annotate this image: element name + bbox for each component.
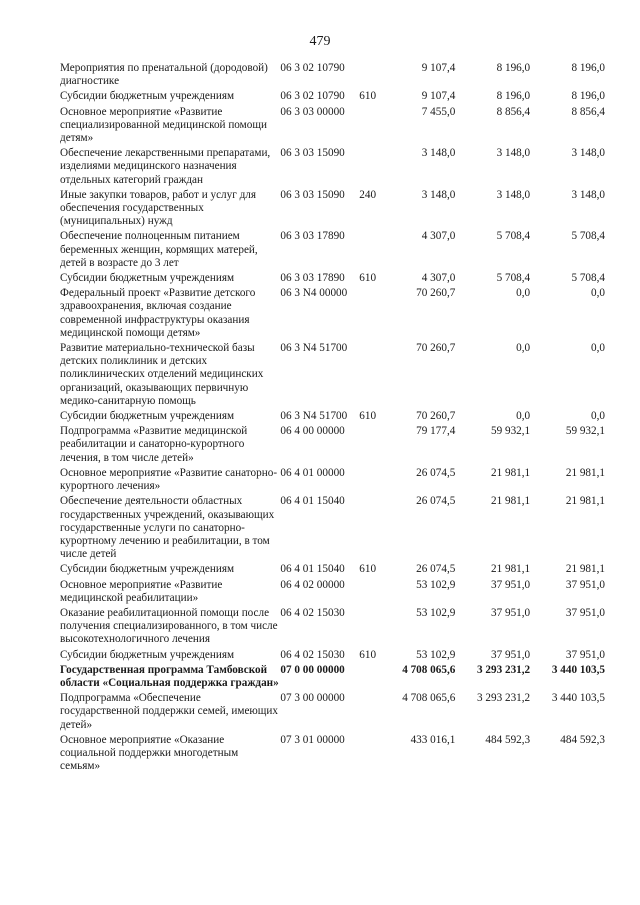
row-expense-type [359,62,383,90]
row-expense-type [359,106,383,148]
row-value-2: 3 148,0 [496,147,531,160]
row-name: Субсидии бюджетным учреждениям [60,90,235,103]
row-expense-type [359,467,383,495]
row-expense-type: 610 [359,563,377,576]
row-name: Мероприятия по пренатальной (дородовой) диагностике [60,62,268,88]
row-expense-type: 240 [359,188,377,201]
row-name: Развитие материально-технической базы детских поликлиник и детских поликлинических отделений медицинских организаций, оказывающих первичную медико-санитарную помощь [60,342,264,407]
row-value-2: 3 293 231,2 [477,663,531,676]
row-value-3: 37 951,0 [565,648,605,661]
row-target-code: 06 3 N4 00000 [280,287,348,300]
row-target-code: 06 4 01 00000 [280,466,345,479]
row-value-1: 79 177,4 [416,425,456,438]
row-name: Подпрограмма «Развитие медицинской реабилитации и санаторно-курортного лечения, в том числе детей» [60,425,248,464]
row-value-2: 0,0 [516,410,531,423]
row-expense-type [359,607,383,649]
row-name: Обеспечение полноценным питанием беременных женщин, кормящих матерей, детей в возрасте до 3 лет [60,230,258,269]
row-expense-type [359,692,383,734]
row-value-3: 3 440 103,5 [551,692,605,705]
row-target-code: 06 4 01 15040 [280,563,345,576]
row-value-2: 8 856,4 [496,105,531,118]
row-value-1: 70 260,7 [416,410,456,423]
row-target-code: 06 3 03 17890 [280,230,345,243]
row-name: Субсидии бюджетным учреждениям [60,410,235,423]
table-row [60,664,605,692]
row-value-3: 8 196,0 [571,90,605,103]
row-value-1: 53 102,9 [416,578,456,591]
row-value-3: 5 708,4 [571,272,605,285]
table-row [60,425,605,467]
row-value-1: 53 102,9 [416,606,456,619]
page-number: 479 [309,34,331,49]
row-name: Подпрограмма «Обеспечение государственной поддержки семей, имеющих детей» [60,692,278,731]
row-value-1: 4 307,0 [421,230,456,243]
row-expense-type: 610 [359,648,377,661]
row-name: Оказание реабилитационной помощи после получения специализированного, в том числе высокотехнологичного лечения [60,606,278,646]
row-name: Федеральный проект «Развитие детского здравоохранения, включая создание современной инфраструктуры оказания медицинской помощи детям» [60,287,256,339]
row-target-code: 06 4 02 15030 [280,606,345,619]
row-target-code: 06 4 02 00000 [280,578,345,591]
row-value-3: 21 981,1 [565,563,605,576]
row-target-code: 06 3 N4 51700 [280,342,348,355]
row-value-3: 0,0 [591,287,605,300]
row-value-2: 21 981,1 [490,495,531,508]
row-target-code: 06 3 N4 51700 [280,410,348,423]
row-value-1: 26 074,5 [416,495,456,508]
row-name: Субсидии бюджетным учреждениям [60,272,235,285]
row-target-code: 07 3 01 00000 [280,733,345,746]
row-value-2: 21 981,1 [490,563,531,576]
budget-table-body [60,62,605,775]
row-value-1: 3 148,0 [421,147,456,160]
table-row [60,272,605,287]
row-value-2: 3 148,0 [496,188,531,201]
row-value-2: 37 951,0 [490,606,531,619]
row-value-1: 70 260,7 [416,342,456,355]
row-value-1: 7 455,0 [421,105,456,118]
row-target-code: 07 3 00 00000 [280,692,345,705]
row-value-1: 433 016,1 [410,733,456,746]
row-name: Основное мероприятие «Развитие специализированной медицинской помощи детям» [60,105,267,145]
row-value-2: 5 708,4 [496,272,531,285]
table-row [60,649,605,664]
table-row [60,563,605,578]
row-value-3: 3 440 103,5 [551,663,605,676]
table-row [60,90,605,105]
row-name: Основное мероприятие «Развитие медицинской реабилитации» [60,578,223,604]
row-name: Основное мероприятие «Оказание социальной поддержки многодетным семьям» [60,733,239,773]
row-name: Государственная программа Тамбовской области «Социальная поддержка граждан» [60,663,279,689]
row-value-1: 4 708 065,6 [402,663,456,676]
row-value-1: 4 708 065,6 [402,692,456,705]
row-expense-type [359,664,383,692]
row-value-1: 26 074,5 [416,466,456,479]
row-name: Обеспечение деятельности областных государственных учреждений, оказывающих государственные услуги по санаторно-курортному лечению и реабилитации, в том числе детей [60,495,275,561]
row-value-3: 3 148,0 [571,188,605,201]
row-expense-type [359,734,383,776]
row-value-1: 3 148,0 [421,188,456,201]
row-value-1: 9 107,4 [421,62,456,74]
row-value-2: 21 981,1 [490,466,531,479]
row-expense-type [359,495,383,563]
table-row [60,467,605,495]
table-row [60,147,605,189]
table-row [60,579,605,607]
row-value-1: 26 074,5 [416,563,456,576]
row-value-3: 5 708,4 [571,230,605,243]
row-target-code: 06 4 01 15040 [280,495,345,508]
table-row [60,607,605,649]
row-value-2: 37 951,0 [490,648,531,661]
row-value-2: 484 592,3 [485,733,531,746]
table-row [60,230,605,272]
row-value-3: 0,0 [591,410,605,423]
budget-table [60,62,605,775]
row-expense-type: 610 [359,90,377,103]
row-expense-type [359,230,383,272]
row-name: Обеспечение лекарственными препаратами, изделиями медицинского назначения отдельных категорий граждан [60,147,271,186]
row-target-code: 06 3 02 10790 [280,90,345,103]
table-row [60,287,605,342]
table-row [60,106,605,148]
row-expense-type: 610 [359,272,377,285]
row-target-code: 06 4 00 00000 [280,425,345,438]
row-value-3: 37 951,0 [565,606,605,619]
row-value-3: 21 981,1 [565,466,605,479]
row-value-3: 21 981,1 [565,495,605,508]
table-row [60,692,605,734]
row-value-3: 3 148,0 [571,147,605,160]
row-value-2: 8 196,0 [496,90,531,103]
row-value-2: 3 293 231,2 [477,692,531,705]
row-value-2: 8 196,0 [496,62,531,74]
row-target-code: 06 3 03 15090 [280,147,345,160]
row-target-code: 06 3 03 00000 [280,105,345,118]
row-value-3: 59 932,1 [565,425,605,438]
row-value-2: 5 708,4 [496,230,531,243]
table-row [60,410,605,425]
row-value-1: 9 107,4 [421,90,456,103]
row-name: Субсидии бюджетным учреждениям [60,648,235,661]
row-target-code: 06 3 03 17890 [280,272,345,285]
row-expense-type [359,425,383,467]
row-value-3: 8 196,0 [571,62,605,74]
row-value-2: 0,0 [516,287,531,300]
row-value-1: 70 260,7 [416,287,456,300]
row-value-3: 37 951,0 [565,578,605,591]
row-value-3: 8 856,4 [571,105,605,118]
table-row [60,189,605,231]
row-target-code: 06 3 02 10790 [280,62,345,74]
row-value-1: 53 102,9 [416,648,456,661]
table-row [60,342,605,410]
row-name: Иные закупки товаров, работ и услуг для обеспечения государственных (муниципальных) нужд [60,188,257,228]
row-value-2: 0,0 [516,342,531,355]
row-value-1: 4 307,0 [421,272,456,285]
table-row [60,62,605,90]
row-value-2: 37 951,0 [490,578,531,591]
row-value-2: 59 932,1 [490,425,531,438]
row-expense-type: 610 [359,410,377,423]
row-name: Субсидии бюджетным учреждениям [60,563,235,576]
row-value-3: 0,0 [591,342,605,355]
row-expense-type [359,342,383,410]
row-expense-type [359,147,383,189]
table-row [60,495,605,563]
row-name: Основное мероприятие «Развитие санаторно-курортного лечения» [60,466,278,493]
table-row [60,734,605,776]
row-target-code: 06 3 03 15090 [280,188,345,201]
row-expense-type [359,579,383,607]
row-expense-type [359,287,383,342]
row-value-3: 484 592,3 [560,733,605,746]
row-target-code: 06 4 02 15030 [280,648,345,661]
row-target-code: 07 0 00 00000 [280,663,345,676]
